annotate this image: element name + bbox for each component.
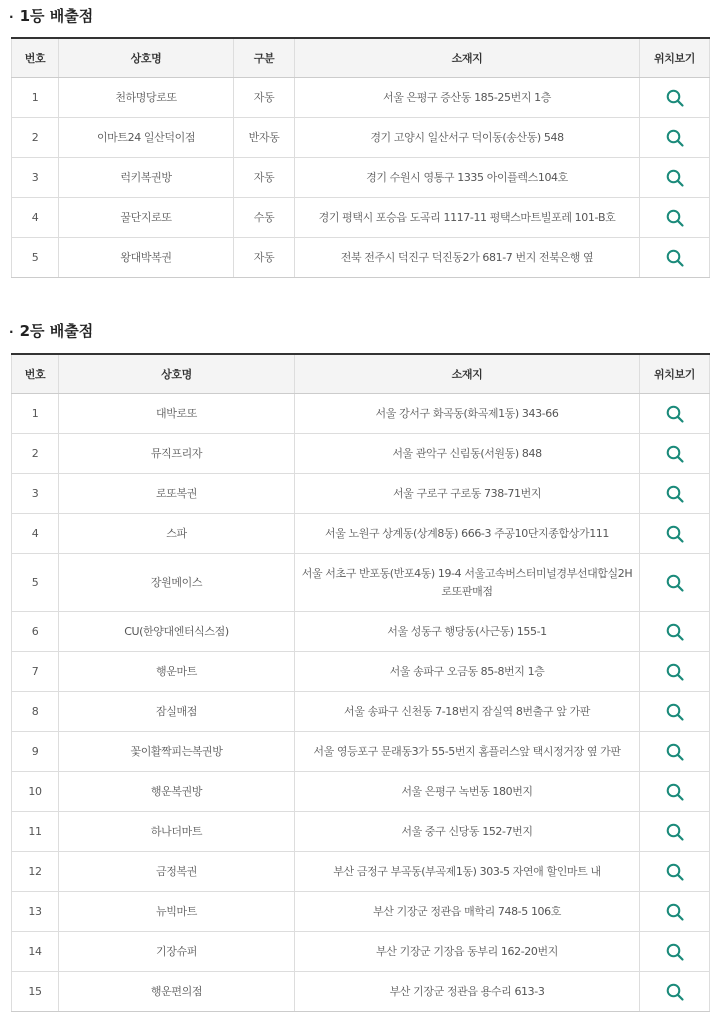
cell-name: 뮤직프리자 xyxy=(59,434,295,474)
search-icon[interactable] xyxy=(665,902,685,922)
search-icon[interactable] xyxy=(665,942,685,962)
col-header-no: 번호 xyxy=(12,354,59,394)
table-row xyxy=(12,972,710,1012)
cell-no: 1 xyxy=(12,394,59,434)
cell-address: 서울 은평구 증산동 185-25번지 1층 xyxy=(295,78,640,118)
search-icon[interactable] xyxy=(665,248,685,268)
cell-no: 8 xyxy=(12,692,59,732)
cell-no: 14 xyxy=(12,932,59,972)
cell-address: 서울 노원구 상계동(상계8동) 666-3 주공10단지종합상가111 xyxy=(295,514,640,554)
cell-location xyxy=(640,812,710,852)
search-icon[interactable] xyxy=(665,208,685,228)
table-row xyxy=(12,892,710,932)
search-icon[interactable] xyxy=(665,622,685,642)
cell-location xyxy=(640,652,710,692)
col-header-location: 위치보기 xyxy=(640,38,710,78)
second-prize-rows xyxy=(12,394,710,1012)
cell-address: 서울 중구 신당동 152-7번지 xyxy=(295,812,640,852)
bullet-icon: · xyxy=(9,10,14,24)
col-header-name: 상호명 xyxy=(59,38,234,78)
cell-address: 서울 관악구 신림동(서원동) 848 xyxy=(295,434,640,474)
search-icon[interactable] xyxy=(665,982,685,1002)
cell-name: 장원메이스 xyxy=(59,554,295,612)
first-prize-rows xyxy=(12,78,710,278)
cell-type: 자동 xyxy=(234,238,295,278)
cell-name: 대박로또 xyxy=(59,394,295,434)
cell-name: 잠실매점 xyxy=(59,692,295,732)
table-header-row xyxy=(12,38,710,78)
cell-no: 11 xyxy=(12,812,59,852)
cell-name: 기장슈퍼 xyxy=(59,932,295,972)
table-header-row xyxy=(12,354,710,394)
cell-no: 5 xyxy=(12,554,59,612)
cell-no: 1 xyxy=(12,78,59,118)
search-icon[interactable] xyxy=(665,862,685,882)
cell-no: 12 xyxy=(12,852,59,892)
first-prize-table xyxy=(11,37,710,278)
table-row xyxy=(12,118,710,158)
search-icon[interactable] xyxy=(665,524,685,544)
cell-address: 서울 영등포구 문래동3가 55-5번지 홈플러스앞 택시정거장 옆 가판 xyxy=(295,732,640,772)
cell-no: 2 xyxy=(12,434,59,474)
cell-location xyxy=(640,394,710,434)
cell-location xyxy=(640,892,710,932)
search-icon[interactable] xyxy=(665,168,685,188)
search-icon[interactable] xyxy=(665,573,685,593)
cell-location xyxy=(640,852,710,892)
cell-location xyxy=(640,238,710,278)
cell-name: 행운편의점 xyxy=(59,972,295,1012)
cell-address: 서울 송파구 신천동 7-18번지 잠실역 8번출구 앞 가판 xyxy=(295,692,640,732)
cell-address: 서울 은평구 녹번동 180번지 xyxy=(295,772,640,812)
table-row xyxy=(12,158,710,198)
cell-name: 금정복권 xyxy=(59,852,295,892)
cell-name: 뉴빅마트 xyxy=(59,892,295,932)
cell-name: 럭키복권방 xyxy=(59,158,234,198)
cell-address: 경기 평택시 포승읍 도곡리 1117-11 평택스마트빌포레 101-B호 xyxy=(295,198,640,238)
cell-type: 반자동 xyxy=(234,118,295,158)
table-row xyxy=(12,932,710,972)
search-icon[interactable] xyxy=(665,742,685,762)
table-row xyxy=(12,78,710,118)
cell-location xyxy=(640,198,710,238)
cell-name: 이마트24 일산덕이점 xyxy=(59,118,234,158)
first-prize-title: · 1등 배출점 xyxy=(9,7,94,25)
cell-location xyxy=(640,772,710,812)
cell-no: 3 xyxy=(12,474,59,514)
cell-type: 자동 xyxy=(234,78,295,118)
cell-address: 서울 강서구 화곡동(화곡제1동) 343-66 xyxy=(295,394,640,434)
cell-no: 9 xyxy=(12,732,59,772)
cell-no: 3 xyxy=(12,158,59,198)
cell-name: 행운마트 xyxy=(59,652,295,692)
cell-no: 6 xyxy=(12,612,59,652)
col-header-name: 상호명 xyxy=(59,354,295,394)
search-icon[interactable] xyxy=(665,822,685,842)
table-row xyxy=(12,434,710,474)
cell-location xyxy=(640,692,710,732)
cell-no: 7 xyxy=(12,652,59,692)
cell-address: 부산 금정구 부곡동(부곡제1동) 303-5 자연애 할인마트 내 xyxy=(295,852,640,892)
cell-no: 4 xyxy=(12,198,59,238)
cell-name: 천하명당로또 xyxy=(59,78,234,118)
table-row xyxy=(12,554,710,612)
cell-location xyxy=(640,932,710,972)
cell-no: 2 xyxy=(12,118,59,158)
cell-location xyxy=(640,514,710,554)
cell-location xyxy=(640,434,710,474)
cell-address: 부산 기장군 정관읍 매학리 748-5 106호 xyxy=(295,892,640,932)
second-prize-table xyxy=(11,353,710,1012)
search-icon[interactable] xyxy=(665,484,685,504)
search-icon[interactable] xyxy=(665,444,685,464)
table-row xyxy=(12,474,710,514)
cell-address: 서울 성동구 행당동(사근동) 155-1 xyxy=(295,612,640,652)
col-header-location: 위치보기 xyxy=(640,354,710,394)
cell-address: 부산 기장군 정관읍 용수리 613-3 xyxy=(295,972,640,1012)
cell-location xyxy=(640,78,710,118)
table-row xyxy=(12,238,710,278)
cell-name: CU(한양대엔터식스점) xyxy=(59,612,295,652)
table-row xyxy=(12,692,710,732)
table-row xyxy=(12,772,710,812)
table-row xyxy=(12,514,710,554)
cell-type: 자동 xyxy=(234,158,295,198)
table-row xyxy=(12,732,710,772)
cell-address: 경기 고양시 일산서구 덕이동(송산동) 548 xyxy=(295,118,640,158)
cell-address: 서울 송파구 오금동 85-8번지 1층 xyxy=(295,652,640,692)
search-icon[interactable] xyxy=(665,88,685,108)
cell-name: 하나더마트 xyxy=(59,812,295,852)
cell-location xyxy=(640,158,710,198)
search-icon[interactable] xyxy=(665,128,685,148)
cell-no: 5 xyxy=(12,238,59,278)
col-header-address: 소재지 xyxy=(295,38,640,78)
second-prize-title: · 2등 배출점 xyxy=(9,322,94,340)
cell-location xyxy=(640,732,710,772)
cell-name: 왕대박복권 xyxy=(59,238,234,278)
cell-address: 전북 전주시 덕진구 덕진동2가 681-7 번지 전북은행 옆 xyxy=(295,238,640,278)
search-icon[interactable] xyxy=(665,662,685,682)
cell-address: 부산 기장군 기장읍 동부리 162-20번지 xyxy=(295,932,640,972)
table-row xyxy=(12,852,710,892)
cell-address: 경기 수원시 영통구 1335 아이플렉스104호 xyxy=(295,158,640,198)
search-icon[interactable] xyxy=(665,702,685,722)
cell-name: 꿀단지로또 xyxy=(59,198,234,238)
cell-no: 13 xyxy=(12,892,59,932)
search-icon[interactable] xyxy=(665,404,685,424)
cell-no: 15 xyxy=(12,972,59,1012)
cell-no: 4 xyxy=(12,514,59,554)
cell-name: 꽃이활짝피는복권방 xyxy=(59,732,295,772)
cell-no: 10 xyxy=(12,772,59,812)
cell-name: 스파 xyxy=(59,514,295,554)
table-row xyxy=(12,198,710,238)
cell-location xyxy=(640,972,710,1012)
col-header-no: 번호 xyxy=(12,38,59,78)
cell-address: 서울 서초구 반포동(반포4동) 19-4 서울고속버스터미널경부선대합실2H로또판매점 xyxy=(295,554,640,612)
cell-address: 서울 구로구 구로동 738-71번지 xyxy=(295,474,640,514)
table-row xyxy=(12,612,710,652)
search-icon[interactable] xyxy=(665,782,685,802)
cell-location xyxy=(640,612,710,652)
cell-location xyxy=(640,554,710,612)
bullet-icon: · xyxy=(9,325,14,339)
col-header-address: 소재지 xyxy=(295,354,640,394)
cell-name: 행운복권방 xyxy=(59,772,295,812)
cell-location xyxy=(640,474,710,514)
table-row xyxy=(12,652,710,692)
col-header-type: 구분 xyxy=(234,38,295,78)
table-row xyxy=(12,812,710,852)
cell-name: 로또복권 xyxy=(59,474,295,514)
cell-location xyxy=(640,118,710,158)
cell-type: 수동 xyxy=(234,198,295,238)
table-row xyxy=(12,394,710,434)
